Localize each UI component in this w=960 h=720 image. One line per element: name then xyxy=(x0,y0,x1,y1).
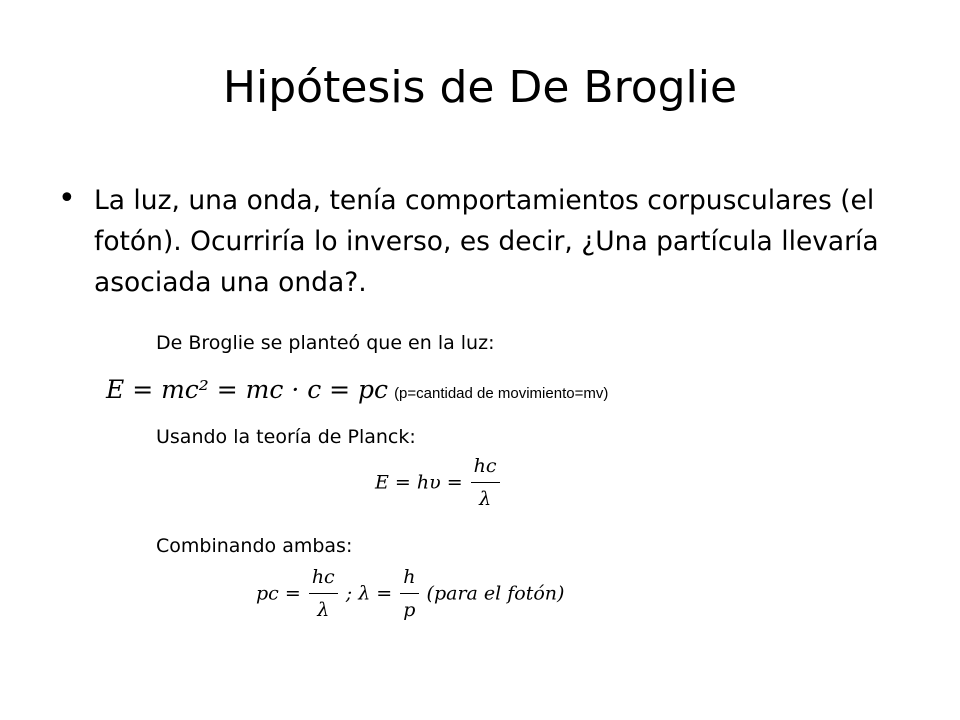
equation-de-broglie-tail: (para el fotón) xyxy=(426,582,565,605)
equation-planck-lhs: E = hυ = xyxy=(375,471,463,494)
fraction-numerator: hc xyxy=(471,452,500,483)
equation-note: (p=cantidad de movimiento=mv) xyxy=(394,385,609,402)
fraction-denominator: λ xyxy=(317,599,330,621)
bullet-marker: • xyxy=(58,181,76,216)
bullet-text: La luz, una onda, tenía comportamientos corpusculares (el fotón). Ocurriría lo inverso, es decir, ¿Una partícula llevaría asociada una onda?. xyxy=(94,185,879,298)
equation-energy-momentum-expr: E = mc² = mc · c = pc xyxy=(106,375,389,404)
equation-de-broglie-mid: ; λ = xyxy=(345,582,393,605)
equation-energy-momentum xyxy=(106,370,608,414)
equation-de-broglie-lhs: pc = xyxy=(256,582,301,605)
fraction-denominator: λ xyxy=(479,488,492,510)
sub-line-planck: Usando la teoría de Planck: xyxy=(156,426,416,448)
sub-line-combining: Combinando ambas: xyxy=(156,535,353,557)
fraction-hc-over-lambda-2 xyxy=(309,563,338,624)
slide-title: Hipótesis de De Broglie xyxy=(222,62,738,113)
fraction-numerator: hc xyxy=(309,563,338,594)
equation-planck xyxy=(375,452,502,513)
fraction-h-over-p xyxy=(400,563,418,624)
fraction-numerator: h xyxy=(400,563,418,594)
fraction-hc-over-lambda xyxy=(471,452,500,513)
equation-de-broglie xyxy=(256,563,564,624)
sub-line-de-broglie: De Broglie se planteó que en la luz: xyxy=(156,332,495,354)
fraction-denominator: p xyxy=(403,599,416,621)
